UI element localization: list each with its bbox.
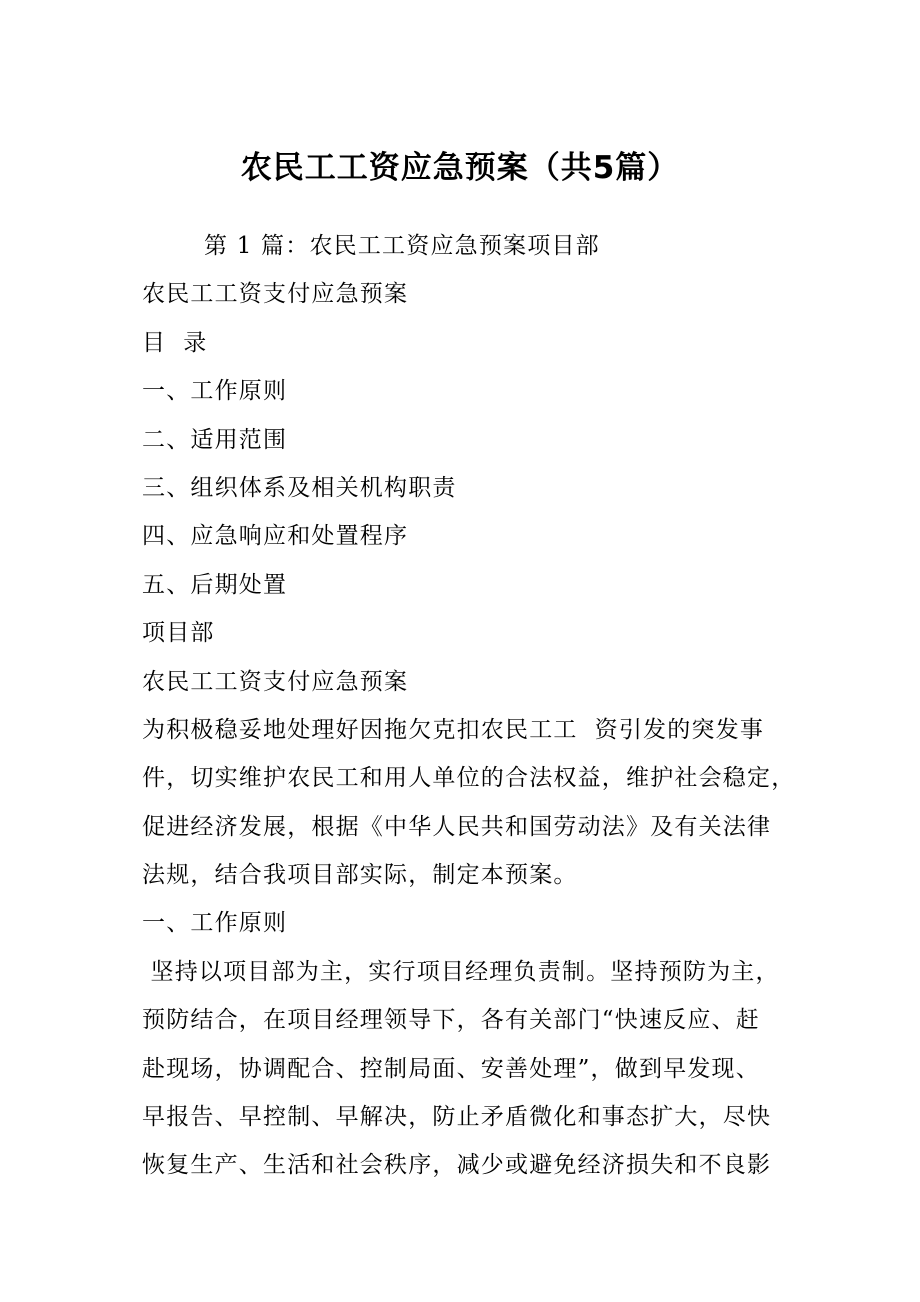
toc-item: 一、工作原则 [142,378,288,405]
toc-item: 四、应急响应和处置程序 [142,523,409,550]
document-title: 农民工工资应急预案（共5篇） [240,150,680,186]
principle-paragraph-line: 坚持以项目部为主，实行项目经理负责制。坚持预防为主， [142,958,780,985]
principle-paragraph-line: 早报告、早控制、早解决，防止矛盾微化和事态扩大，尽快 [142,1104,772,1131]
plan-title-line: 农民工工资支付应急预案 [142,668,409,695]
principle-paragraph-line: 恢复生产、生活和社会秩序，减少或避免经济损失和不良影 [142,1152,772,1179]
part-heading: 第 1 篇：农民工工资应急预案项目部 [204,233,600,259]
principle-paragraph-line: 赴现场，协调配合、控制局面、安善处理”，做到早发现、 [142,1055,760,1082]
toc-item: 五、后期处置 [142,571,288,598]
section-heading: 一、工作原则 [142,910,288,937]
principle-paragraph-line: 预防结合，在项目经理领导下，各有关部门“快速反应、赶 [142,1007,760,1034]
intro-paragraph-line: 件，切实维护农民工和用人单位的合法权益，维护社会稳定， [142,765,796,792]
intro-paragraph-line: 促进经济发展，根据《中华人民共和国劳动法》及有关法律 [142,813,772,840]
toc-item: 二、适用范围 [142,426,288,453]
document-body [142,222,796,1190]
intro-paragraph-line: 为积极稳妥地处理好因拖欠克扣农民工工 资引发的突发事 [142,716,765,743]
toc-heading: 目 录 [142,329,208,356]
department-line: 项目部 [142,620,215,647]
subtitle-line: 农民工工资支付应急预案 [142,281,409,308]
intro-paragraph-line: 法规，结合我项目部实际，制定本预案。 [142,862,578,889]
toc-item: 三、组织体系及相关机构职责 [142,474,457,501]
